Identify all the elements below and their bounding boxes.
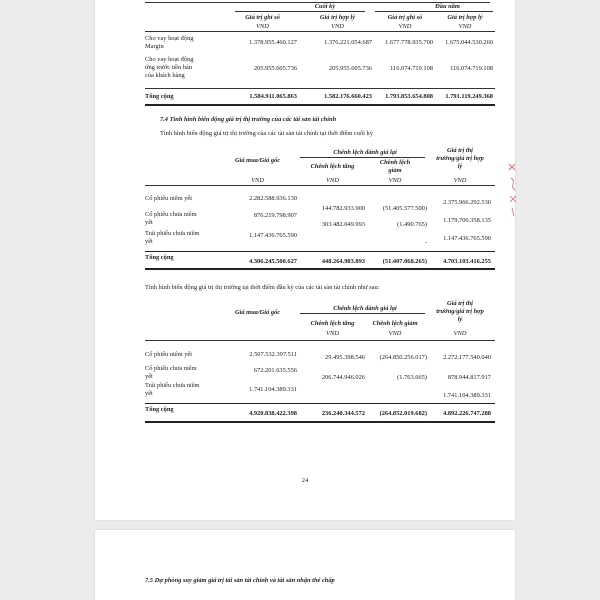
start-total-cost: 4.920.838.422.398 — [249, 410, 297, 417]
start-cost-header: Giá mua/Giá gốc — [234, 309, 281, 316]
end-row-2-fair: 1.179.700.358.135 — [443, 217, 491, 224]
end-fair-header-line-3: lý — [457, 163, 463, 170]
top-row-2-value-1: 205.955.605.736 — [253, 65, 297, 72]
top-total-top-rule — [145, 88, 495, 89]
handwritten-margin-mark — [505, 160, 523, 222]
end-total-increase: 448.264.983.893 — [321, 258, 365, 265]
document-page-24 — [95, 0, 515, 520]
start-unit-fair: VND — [453, 330, 467, 337]
top-row-1-value-4: 1.675.044.530.260 — [445, 39, 493, 46]
end-total-label: Tổng cộng — [145, 254, 174, 261]
end-diff-group-header: Chênh lệch đánh giá lại — [333, 149, 397, 156]
start-total-top-rule — [145, 403, 495, 404]
top-row-2-value-3: 116.074.719.108 — [390, 65, 433, 72]
end-increase-header: Chênh lệch tăng — [310, 163, 355, 170]
end-decrease-header-line-2: giảm — [388, 167, 402, 174]
top-row-1-value-2: 1.376.221.054.687 — [324, 39, 372, 46]
top-row-1-value-1: 1.378.955.460.127 — [249, 39, 297, 46]
start-row-2-fair: 878.944.817.917 — [447, 374, 491, 381]
top-row-1-value-3: 1.677.778.935.700 — [385, 39, 433, 46]
end-row-2-label-line-2: yết — [145, 219, 153, 226]
end-row-2-cost: 876.219.798.907 — [253, 212, 297, 219]
end-unit-decrease: VND — [388, 177, 402, 184]
top-row-2-label-line-3: của khách hàng — [145, 72, 185, 79]
top-header-rule — [145, 31, 495, 32]
start-row-2-label-line-2: yết — [145, 373, 153, 380]
start-total-increase: 236.240.344.572 — [321, 410, 365, 417]
end-row-2-decrease: (1.490.765) — [397, 221, 427, 228]
start-row-3-label-line-2: yết — [145, 390, 153, 397]
top-row-2-label-line-2: ứng trước tiền bán — [145, 64, 193, 71]
top-col-header-2: Giá trị hợp lý — [319, 14, 356, 21]
start-row-3-cost: 1.741.104.389.331 — [249, 386, 297, 393]
top-total-value-3: 1.793.853.654.808 — [385, 93, 433, 100]
section-7-5-title: 7.5 Dự phòng suy giảm giá trị tài sản tài chính và tài sản nhận thế chấp — [145, 577, 335, 584]
top-total-value-1: 1.584.911.065.863 — [249, 93, 297, 100]
start-decrease-header: Chênh lệch giảm — [372, 320, 418, 327]
top-group-rule-start — [375, 11, 493, 12]
end-row-1-label: Cổ phiếu niêm yết — [145, 195, 193, 202]
top-total-value-2: 1.582.176.660.423 — [324, 93, 372, 100]
top-col-header-1: Giá trị ghi sổ — [245, 14, 280, 21]
top-row-2-value-4: 116.074.719.108 — [450, 65, 493, 72]
start-row-1-cost: 2.507.532.397.511 — [249, 351, 297, 358]
end-total-cost: 4.306.245.500.627 — [249, 258, 297, 265]
start-total-bottom-rule — [145, 421, 495, 423]
top-group-rule-end — [235, 11, 365, 12]
end-cost-header: Giá mua/Giá gốc — [234, 157, 281, 164]
top-total-label: Tổng cộng — [145, 93, 174, 100]
start-row-1-label: Cổ phiếu niêm yết — [145, 351, 193, 358]
top-row-1-label-line-1: Cho vay hoạt động — [145, 35, 194, 42]
end-row-3-label-line-2: yết — [145, 238, 153, 245]
top-col-header-3: Giá trị ghi sổ — [387, 14, 423, 21]
start-diff-group-header: Chênh lệch đánh giá lại — [333, 305, 397, 312]
end-row-1-fair: 2.375.966.292.530 — [443, 199, 491, 206]
end-row-1-decrease: (51.405.577.500) — [382, 205, 427, 212]
top-col-header-4: Giá trị hợp lý — [447, 14, 483, 21]
intro-start-of-period: Tình hình biến động giá trị thị trường tại thời điểm đầu kỳ của các tài sản tài chính như sau: — [145, 284, 380, 291]
end-row-2-increase: 303.482.049.993 — [321, 221, 365, 228]
end-row-3-label-line-1: Trái phiếu chưa niêm — [145, 230, 200, 237]
end-fair-header-line-1: Giá trị thị — [447, 147, 473, 154]
end-total-fair: 4.703.103.416.255 — [443, 258, 491, 265]
start-total-label: Tổng cộng — [145, 406, 174, 413]
start-row-2-decrease: (1.763.665) — [397, 374, 427, 381]
end-total-decrease: (51.407.068.265) — [382, 258, 427, 265]
top-group-header-start: Đầu năm — [435, 3, 460, 10]
start-fair-header-line-3: lý — [457, 316, 463, 323]
end-header-rule — [145, 185, 495, 186]
top-total-value-4: 1.791.119.249.368 — [445, 93, 493, 100]
intro-end-of-period: Tình hình biến động giá trị thị trường của các tài sản tài chính tại thời điểm cuối kỳ — [160, 130, 373, 137]
end-row-2-label-line-1: Cổ phiếu chưa niêm — [145, 211, 197, 218]
end-fair-header-line-2: trường/giá trị hợp — [436, 155, 484, 162]
end-unit-fair: VND — [453, 177, 467, 184]
end-unit-increase: VND — [326, 177, 339, 184]
top-row-2-value-2: 205.955.605.736 — [328, 65, 372, 72]
start-row-1-fair: 2.272.177.540.040 — [443, 354, 491, 361]
start-row-1-increase: 29.495.398.546 — [325, 354, 365, 361]
top-row-2-label-line-1: Cho vay hoạt động — [145, 56, 194, 63]
start-unit-increase: VND — [326, 330, 339, 337]
top-row-1-label-line-2: Margin — [145, 43, 164, 50]
start-diff-group-rule — [300, 313, 425, 314]
top-total-bottom-rule — [145, 104, 495, 106]
end-diff-group-rule — [300, 157, 425, 158]
top-group-header-end: Cuối kỳ — [314, 3, 336, 10]
top-unit-3: VND — [398, 23, 412, 30]
start-header-rule — [145, 340, 495, 341]
start-row-2-cost: 672.201.635.556 — [253, 367, 297, 374]
start-row-1-decrease: (264.850.256.017) — [379, 354, 427, 361]
start-total-decrease: (264.852.019.682) — [379, 410, 427, 417]
start-row-2-label-line-1: Cổ phiếu chưa niêm — [145, 365, 197, 372]
top-unit-4: VND — [458, 23, 472, 30]
document-page-25 — [95, 530, 515, 600]
page-number: 24 — [301, 477, 309, 484]
top-unit-1: VND — [256, 23, 269, 30]
end-row-1-cost: 2.282.588.936.130 — [249, 195, 297, 202]
section-7-4-title: 7.4 Tình hình biến động giá trị thị trường của các tài sản tài chính — [160, 116, 337, 123]
start-fair-header-line-1: Giá trị thị — [447, 300, 473, 307]
start-increase-header: Chênh lệch tăng — [310, 320, 355, 327]
start-unit-decrease: VND — [388, 330, 402, 337]
end-decrease-header-line-1: Chênh lệch — [379, 159, 411, 166]
end-row-3-cost: 1.147.436.765.590 — [249, 232, 297, 239]
top-unit-2: VND — [331, 23, 344, 30]
end-row-1-increase: 144.782.933.900 — [321, 205, 365, 212]
end-unit-cost: VND — [251, 177, 264, 184]
end-total-top-rule — [145, 251, 495, 252]
end-row-3-fair: 1.147.436.765.590 — [443, 235, 491, 242]
start-row-3-fair: 1.741.104.389.331 — [443, 392, 491, 399]
start-row-2-increase: 206.744.946.026 — [321, 374, 365, 381]
end-row-3-decrease: - — [424, 239, 427, 246]
end-total-bottom-rule — [145, 268, 495, 270]
start-row-3-label-line-1: Trái phiếu chưa niêm — [145, 382, 200, 389]
start-fair-header-line-2: trường/giá trị hợp — [436, 308, 484, 315]
start-total-fair: 4.892.226.747.288 — [443, 410, 491, 417]
